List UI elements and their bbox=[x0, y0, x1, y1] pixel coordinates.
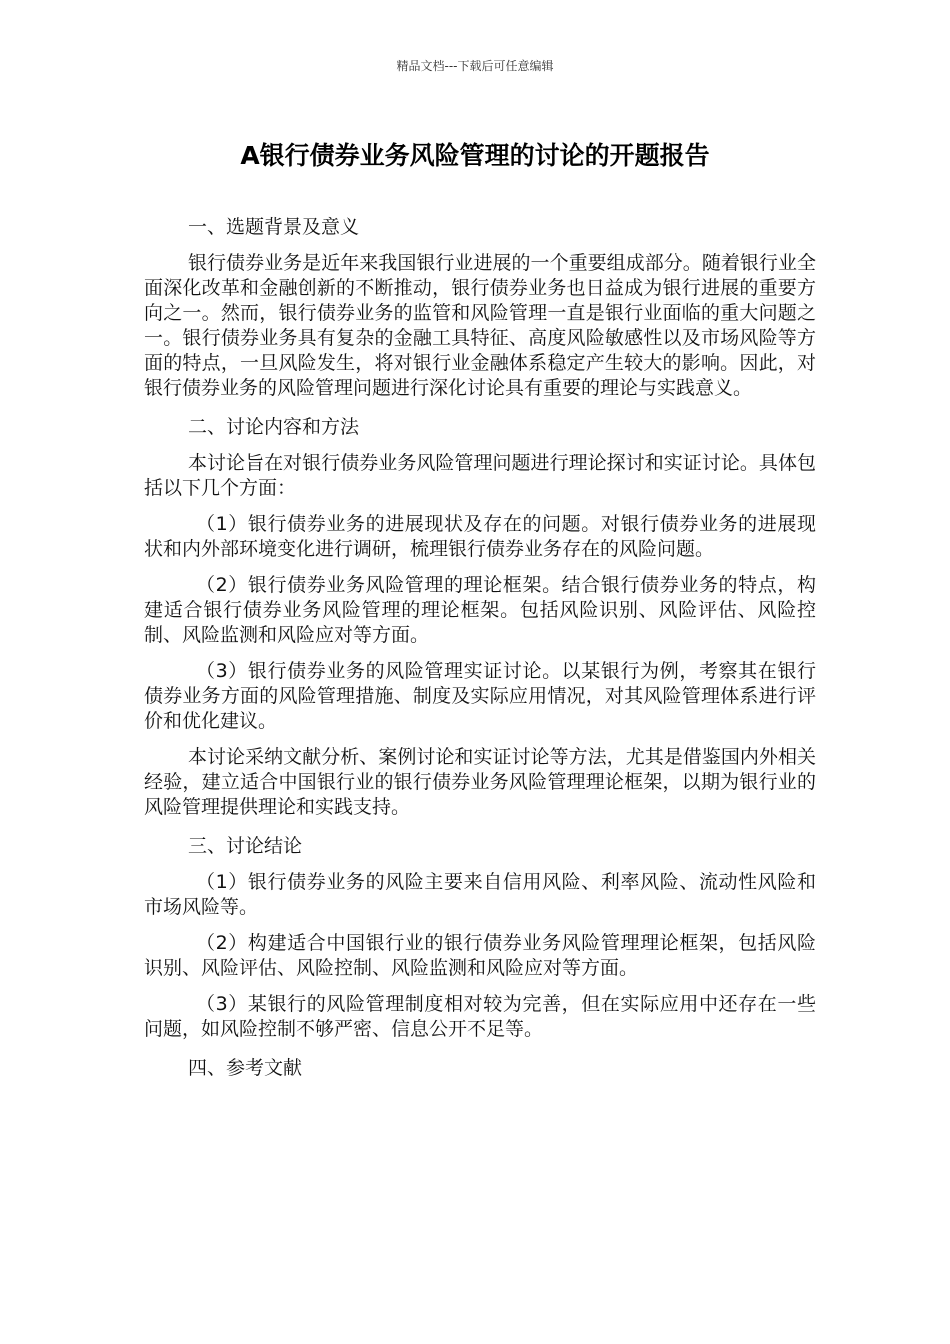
list-item-conclusion-2: （2）构建适合中国银行业的银行债券业务风险管理理论框架，包括风险识别、风险评估、风险控制、风险监测和风险应对等方面。 bbox=[144, 932, 816, 979]
paragraph-background: 银行债券业务是近年来我国银行业进展的一个重要组成部分。随着银行业全面深化改革和金融创新的不断推动，银行债券业务也日益成为银行进展的重要方向之一。然而，银行债券业务的监管和风险管理一直是银行业面临的重大问题之一。银行债券业务具有复杂的金融工具特征、高度风险敏感性以及市场风险等方面的特点，一旦风险发生，将对银行业金融体系稳定产生较大的影响。因此，对银行债券业务的风险管理问题进行深化讨论具有重要的理论与实践意义。 bbox=[144, 252, 816, 399]
paragraph-methods-intro: 本讨论旨在对银行债券业务风险管理问题进行理论探讨和实证讨论。具体包括以下几个方面： bbox=[144, 452, 816, 499]
section-heading-references: 四、参考文献 bbox=[188, 1057, 303, 1079]
document-title: A银行债券业务风险管理的讨论的开题报告 bbox=[240, 141, 710, 170]
section-heading-conclusions: 三、讨论结论 bbox=[188, 835, 303, 857]
list-item-conclusion-1: （1）银行债券业务的风险主要来自信用风险、利率风险、流动性风险和市场风险等。 bbox=[144, 871, 816, 918]
page-header: 精品文档---下载后可任意编辑 bbox=[396, 59, 554, 73]
list-item-methods-2: （2）银行债券业务风险管理的理论框架。结合银行债券业务的特点，构建适合银行债券业务风险管理的理论框架。包括风险识别、风险评估、风险控制、风险监测和风险应对等方面。 bbox=[144, 574, 816, 646]
list-item-methods-3: （3）银行债券业务的风险管理实证讨论。以某银行为例，考察其在银行债券业务方面的风险管理措施、制度及实际应用情况，对其风险管理体系进行评价和优化建议。 bbox=[144, 660, 816, 732]
list-item-conclusion-3: （3）某银行的风险管理制度相对较为完善，但在实际应用中还存在一些问题，如风险控制不够严密、信息公开不足等。 bbox=[144, 993, 816, 1040]
paragraph-methods-approach: 本讨论采纳文献分析、案例讨论和实证讨论等方法，尤其是借鉴国内外相关经验，建立适合中国银行业的银行债券业务风险管理理论框架，以期为银行业的风险管理提供理论和实践支持。 bbox=[144, 746, 816, 818]
section-heading-methods: 二、讨论内容和方法 bbox=[188, 416, 360, 438]
document-body bbox=[144, 212, 816, 1092]
section-heading-background: 一、选题背景及意义 bbox=[188, 216, 360, 238]
list-item-methods-1: （1）银行债券业务的进展现状及存在的问题。对银行债券业务的进展现状和内外部环境变化进行调研，梳理银行债券业务存在的风险问题。 bbox=[144, 513, 816, 560]
